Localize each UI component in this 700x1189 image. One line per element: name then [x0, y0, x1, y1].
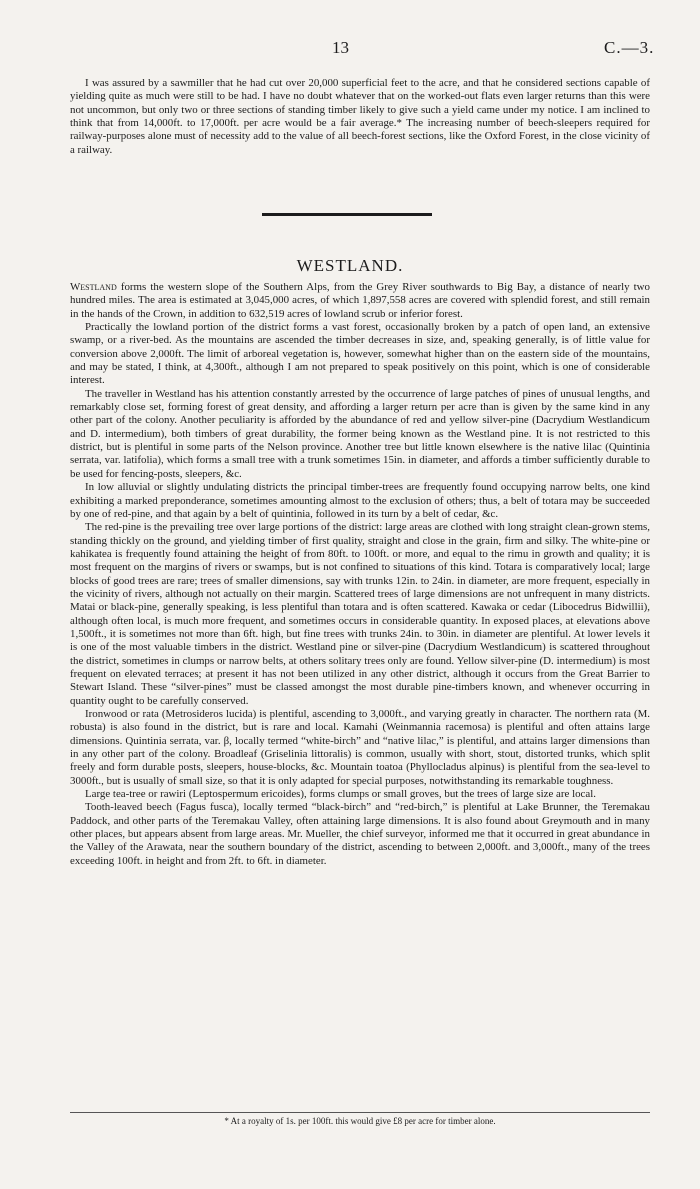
paragraph: Practically the lowland portion of the district forms a vast forest, occasionally broken by a patch of open land, an extensive swamp, or a river-bed. As the mountains are ascended the timber decreases in size, and, speaking generally, is of little value for conversion above 2,000ft. The limit of arboreal vegetation is, however, somewhat higher than on the eastern side of the mountains, and may be stated, I think, at 4,300ft., although I am not prepared to speak positively on this point, which is one of considerable interest. — [70, 321, 650, 387]
intro-text-block — [70, 77, 650, 157]
paragraph: The red-pine is the prevailing tree over large portions of the district: large areas are clothed with long straight clean-grown stems, standing thickly on the ground, and yielding timber of first quality, straight and close in the grain, firm and silky. The white-pine or kahikatea is frequently found attaining the height of from 80ft. to 100ft. or more, and equal to the rimu in growth and quality; it is most frequent on the margins of rivers or swamps, but is not confined to situations of this kind. Totara is comparatively local; large blocks of good trees are rare; trees of smaller dimensions, say with trunks 12in. to 24in. in diameter, are more frequent, especially in the vicinity of rivers, although not actually on their margin. Scattered trees of large dimensions are not unfrequent in many districts. Matai or black-pine, generally speaking, is less plentiful than totara and is often scattered. Kawaka or cedar (Libocedrus Bidwillii), although often local, is much more frequent, and sometimes occurs in considerable quantity. In exposed places, at elevations above 1,500ft., it is sometimes not more than 6ft. high, but fine trees with trunks 24in. to 30in. in diameter are plentiful. At lower levels it is one of the most valuable timbers in the district. Westland pine or silver-pine (Dacrydium Westlandicum) is scattered throughout the district, sometimes in clumps or narrow belts, at others solitary trees only are found. Yellow silver-pine (D. intermedium) is most frequent on elevated terraces; at present it has not been utilized in any other district, although it occurs from the Great Barrier to Stewart Island. These “silver-pines” must be classed amongst the most durable pine-timbers known, and whenever occurring in quantity ought to be carefully conserved. — [70, 521, 650, 707]
westland-text-block — [70, 281, 650, 868]
intro-paragraph: I was assured by a sawmiller that he had cut over 20,000 superficial feet to the acre, and that he considered sections capable of yielding quite as much were still to be had. I have no doubt whatever that on the worked-out flats even larger returns than this were not uncommon, but only two or three sections of standing timber likely to give such a yield came under my notice. I am inclined to think that from 14,000ft. to 17,000ft. per acre would be a fair average.* The increasing number of beech-sleepers required for railway-purposes alone must of necessity add to the value of all beech-forest sections, like the Oxford Forest, in the close vicinity of a railway. — [70, 77, 650, 156]
section-divider — [262, 213, 432, 216]
paragraph-text: forms the western slope of the Southern Alps, from the Grey River southwards to Big Bay, a distance of nearly two hundred miles. The area is estimated at 3,045,000 acres, of which 1,897,558 acres are covered with splendid forest, and still remain in the hands of the Crown, in addition to 632,519 acres of lowland scrub or inferior forest. — [70, 281, 650, 320]
paragraph: In low alluvial or slightly undulating districts the principal timber-trees are frequently found occupying narrow belts, one kind exhibiting a marked preponderance, sometimes amounting almost to the exclusion of others; thus, a belt of totara may be succeeded by one of red-pine, and that again by a belt of quintinia, followed in its turn by a belt of cedar, &c. — [70, 481, 650, 520]
paragraph: The traveller in Westland has his attention constantly arrested by the occurrence of large patches of pines of unusual lengths, and remarkably close set, forming forest of great density, and affording a larger return per acre than is given by the same kind in any other part of the colony. Another peculiarity is afforded by the abundance of red and yellow silver-pine (Dacrydium Westlandicum and D. intermedium), both timbers of great durability, the former being known as the Westland pine. It is not restricted to this district, but is plentiful in some parts of the Nelson province. Another tree but little known elsewhere is the native lilac (Quintinia serrata, var. latifolia), which forms a small tree with a trunk sometimes 15in. in diameter, and affords a timber sufficiently durable to be used for fencing-posts, sleepers, &c. — [70, 387, 650, 480]
footnote: * At a royalty of 1s. per 100ft. this would give £8 per acre for timber alone. — [224, 1116, 496, 1126]
section-title: WESTLAND. — [296, 256, 404, 275]
paragraph: Tooth-leaved beech (Fagus fusca), locally termed “black-birch” and “red-birch,” is plentiful at Lake Brunner, the Teremakau Paddock, and other parts of the Teremakau Valley, often attaining large dimensions. It is also found about Greymouth and in many other places, but appears absent from large areas. Mr. Mueller, the chief surveyor, informed me that it occurred in great abundance in the Valley of the Arawata, near the southern boundary of the district, ascending to between 2,000ft. and 3,000ft., many of the trees exceeding 100ft. in height and from 2ft. to 6ft. in diameter. — [70, 801, 650, 867]
document-reference: C.—3. — [604, 38, 655, 57]
page-number: 13 — [332, 38, 349, 57]
lead-word: Westland — [70, 281, 117, 293]
paragraph: Large tea-tree or rawiri (Leptospermum ericoides), forms clumps or small groves, but the trees of large size are local. — [85, 788, 596, 801]
footnote-rule — [70, 1112, 650, 1113]
paragraph: Ironwood or rata (Metrosideros lucida) is plentiful, ascending to 3,000ft., and varying greatly in character. The northern rata (M. robusta) is also found in the district, but is rare and local. Kamahi (Weinmannia racemosa) is plentiful and often attains large dimensions. Quintinia serrata, var. β, locally termed “white-birch” and “native lilac,” is plentiful, and attains larger dimensions than in any other part of the colony. Broadleaf (Griselinia littoralis) is common, usually with short, stout, distorted trunks, which split freely and form durable posts, sleepers, house-blocks, &c. Mountain toatoa (Phyllocladus alpinus) is plentiful from the sea-level to 3000ft., but is usually of small size, so that it is only adapted for special purposes, notwithstanding its remarkable toughness. — [70, 708, 650, 787]
paragraph — [70, 281, 650, 321]
